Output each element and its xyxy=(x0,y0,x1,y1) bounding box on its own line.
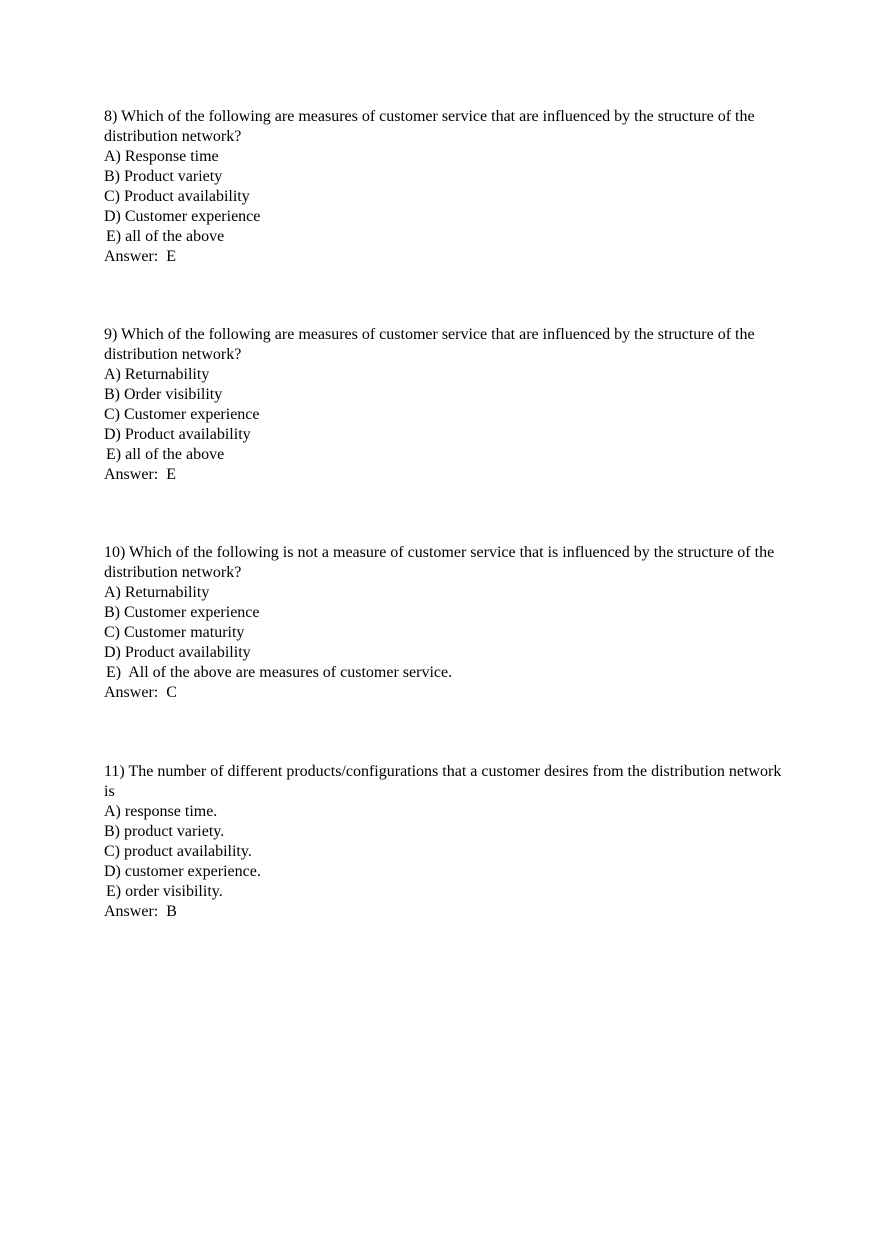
answer-line: Answer: B xyxy=(104,903,177,920)
question-stem: 9) Which of the following are measures of customer service that are influenced by the structure of the distribution network? xyxy=(104,326,759,363)
option-e: E) All of the above are measures of customer service. xyxy=(106,664,453,681)
option-a: A) Returnability xyxy=(104,366,210,383)
option-e: E) all of the above xyxy=(106,446,225,463)
question-8 xyxy=(104,107,794,267)
question-stem: 8) Which of the following are measures of customer service that are influenced by the structure of the distribution network? xyxy=(104,108,759,145)
option-b: B) Product variety xyxy=(104,168,223,185)
answer-line: Answer: C xyxy=(104,684,177,701)
question-stem: 10) Which of the following is not a measure of customer service that is influenced by the structure of the distribution network? xyxy=(104,544,779,581)
answer-line: Answer: E xyxy=(104,248,176,265)
option-a: A) Response time xyxy=(104,148,219,165)
option-b: B) Customer experience xyxy=(104,604,260,621)
option-d: D) customer experience. xyxy=(104,863,261,880)
option-b: B) product variety. xyxy=(104,823,225,840)
option-c: C) Customer experience xyxy=(104,406,260,423)
option-b: B) Order visibility xyxy=(104,386,223,403)
question-11 xyxy=(104,762,794,922)
option-e: E) all of the above xyxy=(106,228,225,245)
option-c: C) Customer maturity xyxy=(104,624,245,641)
option-a: A) Returnability xyxy=(104,584,210,601)
question-10 xyxy=(104,543,794,703)
question-9 xyxy=(104,325,794,485)
question-stem: 11) The number of different products/configurations that a customer desires from the distribution network is xyxy=(104,763,786,800)
option-c: C) product availability. xyxy=(104,843,252,860)
option-a: A) response time. xyxy=(104,803,218,820)
option-c: C) Product availability xyxy=(104,188,250,205)
option-e: E) order visibility. xyxy=(106,883,223,900)
option-d: D) Customer experience xyxy=(104,208,261,225)
option-d: D) Product availability xyxy=(104,644,251,661)
answer-line: Answer: E xyxy=(104,466,176,483)
option-d: D) Product availability xyxy=(104,426,251,443)
